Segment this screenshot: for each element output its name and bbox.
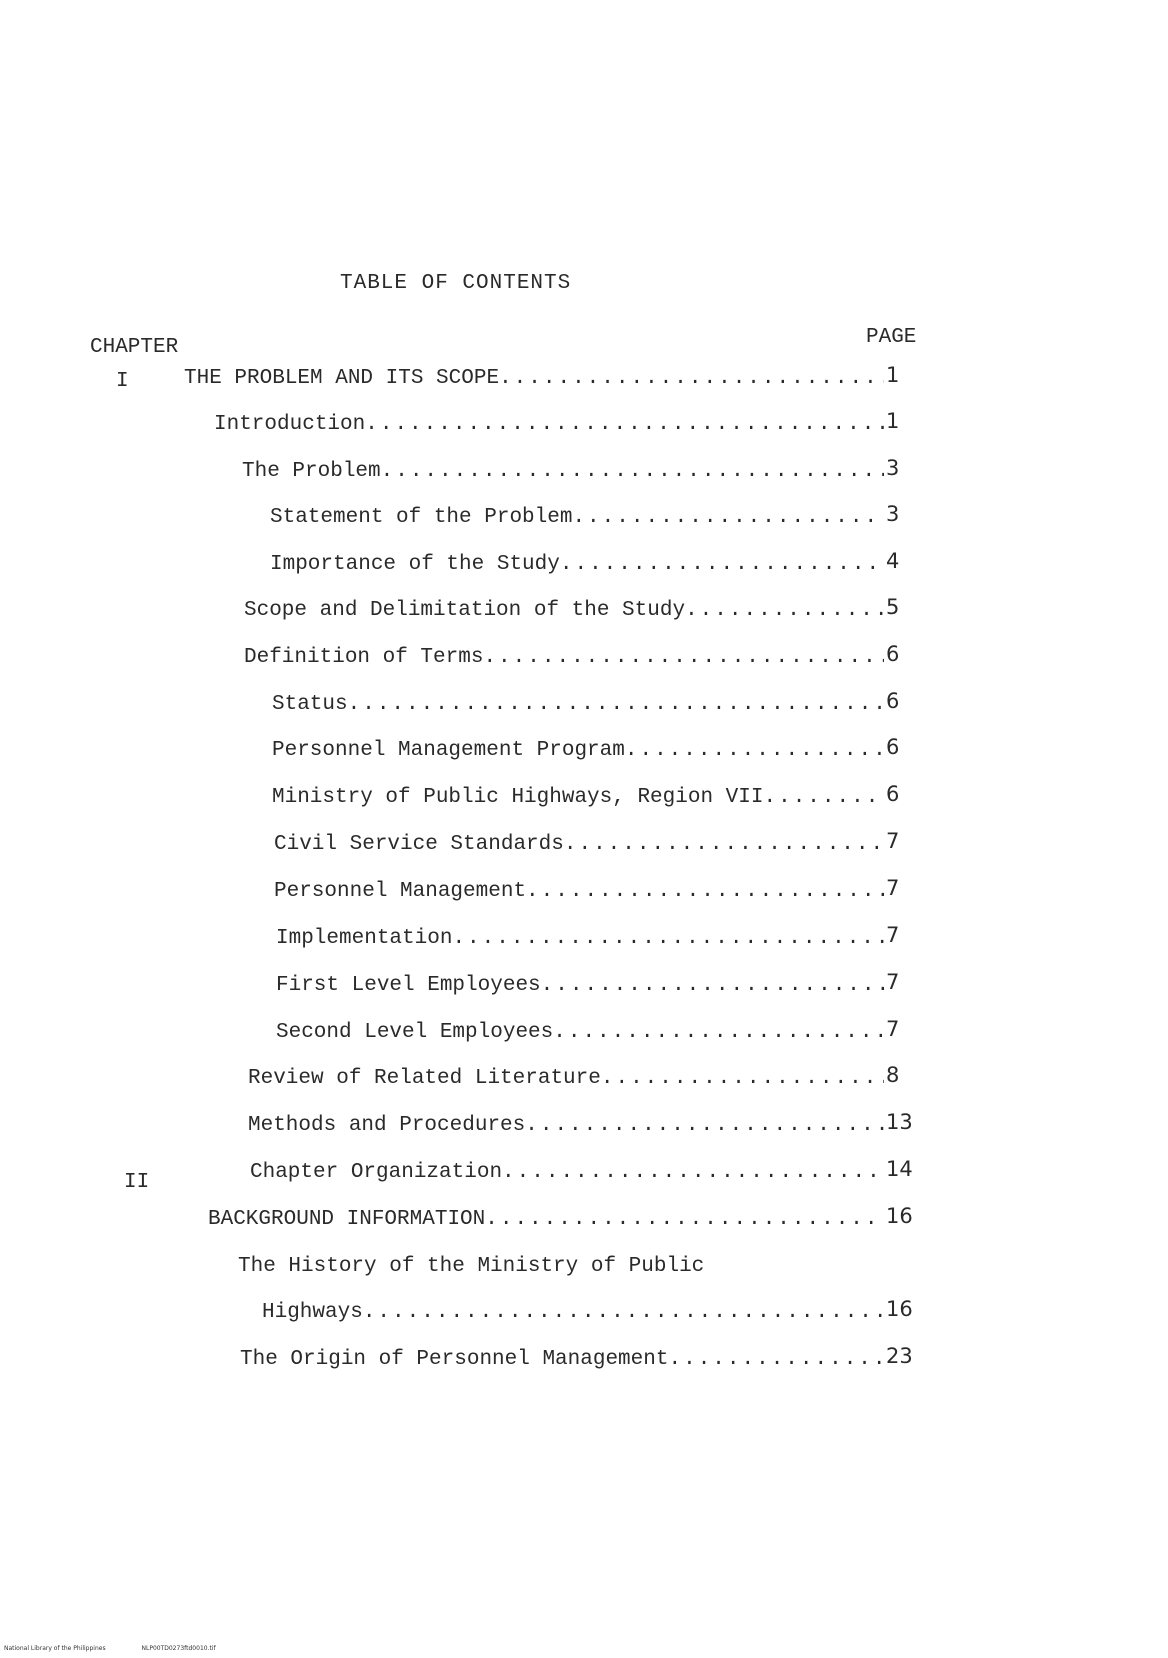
dot-leader: [685, 596, 884, 626]
toc-entry-page: 7: [886, 923, 900, 947]
toc-entry-text: Second Level Employees: [276, 1021, 554, 1044]
toc-entry-text: Definition of Terms: [244, 646, 484, 669]
dot-leader: [365, 410, 884, 440]
page-column-header: PAGE: [866, 326, 917, 349]
toc-entry: [244, 596, 884, 626]
toc-entry-text: First Level Employees: [276, 974, 541, 997]
dot-leader: [601, 1064, 884, 1094]
dot-leader: [572, 503, 884, 533]
dot-leader: [348, 690, 884, 720]
toc-entry: [274, 830, 884, 860]
toc-entry: [244, 643, 884, 673]
toc-entry: [274, 877, 884, 907]
dot-leader: [763, 783, 884, 813]
toc-entry-text: Personnel Management: [274, 880, 527, 903]
toc-entry: [262, 1298, 884, 1328]
dot-leader: [525, 1111, 884, 1141]
toc-entry-text: Status: [272, 693, 348, 716]
dot-leader: [560, 550, 884, 580]
toc-entry: [276, 1018, 884, 1048]
toc-entry: [272, 690, 884, 720]
toc-entry-page: 3: [886, 502, 900, 526]
dot-leader: [502, 1158, 884, 1188]
toc-entry: [240, 1345, 884, 1375]
toc-entry-text: Chapter Organization: [250, 1161, 503, 1184]
toc-entry-text: Review of Related Literature: [248, 1067, 601, 1090]
toc-entry: [238, 1252, 798, 1282]
toc-entry: [248, 1111, 884, 1141]
dot-leader: [564, 830, 884, 860]
toc-entry: [208, 1205, 884, 1235]
toc-entry-text: Introduction: [214, 413, 366, 436]
toc-entry-text: Personnel Management Program: [272, 739, 625, 762]
dot-leader: [499, 364, 884, 394]
toc-entry: [276, 924, 884, 954]
toc-entry-page: 3: [886, 456, 900, 480]
toc-entry-page: 4: [886, 549, 900, 573]
dot-leader: [625, 736, 884, 766]
toc-entry-page: 7: [886, 829, 900, 853]
toc-entry-text: The Origin of Personnel Management: [240, 1348, 669, 1371]
toc-entry-page: 23: [886, 1344, 913, 1368]
toc-entry-text: BACKGROUND INFORMATION: [208, 1208, 486, 1231]
footer-library: National Library of the Philippines: [4, 1645, 106, 1652]
chapter-numeral: I: [116, 370, 129, 393]
dot-leader: [452, 924, 884, 954]
dot-leader: [363, 1298, 884, 1328]
toc-entry-page: 6: [886, 642, 900, 666]
toc-entry: [270, 550, 884, 580]
toc-entry-page: 6: [886, 782, 900, 806]
toc-entry: [248, 1064, 884, 1094]
toc-entry-text: The History of the Ministry of Public: [238, 1255, 705, 1278]
toc-entry: [272, 736, 884, 766]
toc-entry-page: 1: [886, 363, 900, 387]
toc-entry-page: 8: [886, 1063, 900, 1087]
toc-entry-text: Civil Service Standards: [274, 833, 564, 856]
toc-entry-page: 16: [886, 1297, 913, 1321]
dot-leader: [526, 877, 884, 907]
dot-leader: [485, 1205, 884, 1235]
toc-entry-text: Statement of the Problem: [270, 506, 573, 529]
chapter-numeral: II: [124, 1171, 150, 1194]
toc-entry: [184, 364, 884, 394]
toc-entry-text: Ministry of Public Highways, Region VII: [272, 786, 764, 809]
scan-footer: [4, 1645, 250, 1652]
toc-entry-page: 6: [886, 735, 900, 759]
toc-entry-text: Importance of the Study: [270, 553, 560, 576]
toc-entry: [276, 971, 884, 1001]
toc-entry-page: 7: [886, 1017, 900, 1041]
toc-entry-page: 16: [886, 1204, 913, 1228]
toc-entry-text: Scope and Delimitation of the Study: [244, 599, 686, 622]
dot-leader: [541, 971, 884, 1001]
toc-entry-page: 7: [886, 970, 900, 994]
toc-entry-page: 14: [886, 1157, 913, 1181]
toc-entry: [270, 503, 884, 533]
toc-entry-page: 6: [886, 689, 900, 713]
toc-entry-page: 1: [886, 409, 900, 433]
toc-entry-text: The Problem: [242, 460, 381, 483]
toc-entry-text: Highways: [262, 1301, 363, 1324]
toc-entry-page: 13: [886, 1110, 913, 1134]
dot-leader: [668, 1345, 884, 1375]
toc-entry-text: Implementation: [276, 927, 453, 950]
dot-leader: [553, 1018, 884, 1048]
page-title: TABLE OF CONTENTS: [340, 272, 572, 295]
toc-entry-page: 5: [886, 595, 900, 619]
toc-entry: [242, 457, 884, 487]
dot-leader: [483, 643, 884, 673]
dot-leader: [381, 457, 884, 487]
toc-entry-text: Methods and Procedures: [248, 1114, 526, 1137]
toc-entry-page: 7: [886, 876, 900, 900]
toc-entry: [272, 783, 884, 813]
toc-entry: [250, 1158, 884, 1188]
toc-entry-text: THE PROBLEM AND ITS SCOPE: [184, 367, 500, 390]
toc-entry: [214, 410, 884, 440]
chapter-column-header: CHAPTER: [90, 336, 179, 359]
footer-file: NLP00TD0273ftd0010.tif: [141, 1645, 216, 1652]
